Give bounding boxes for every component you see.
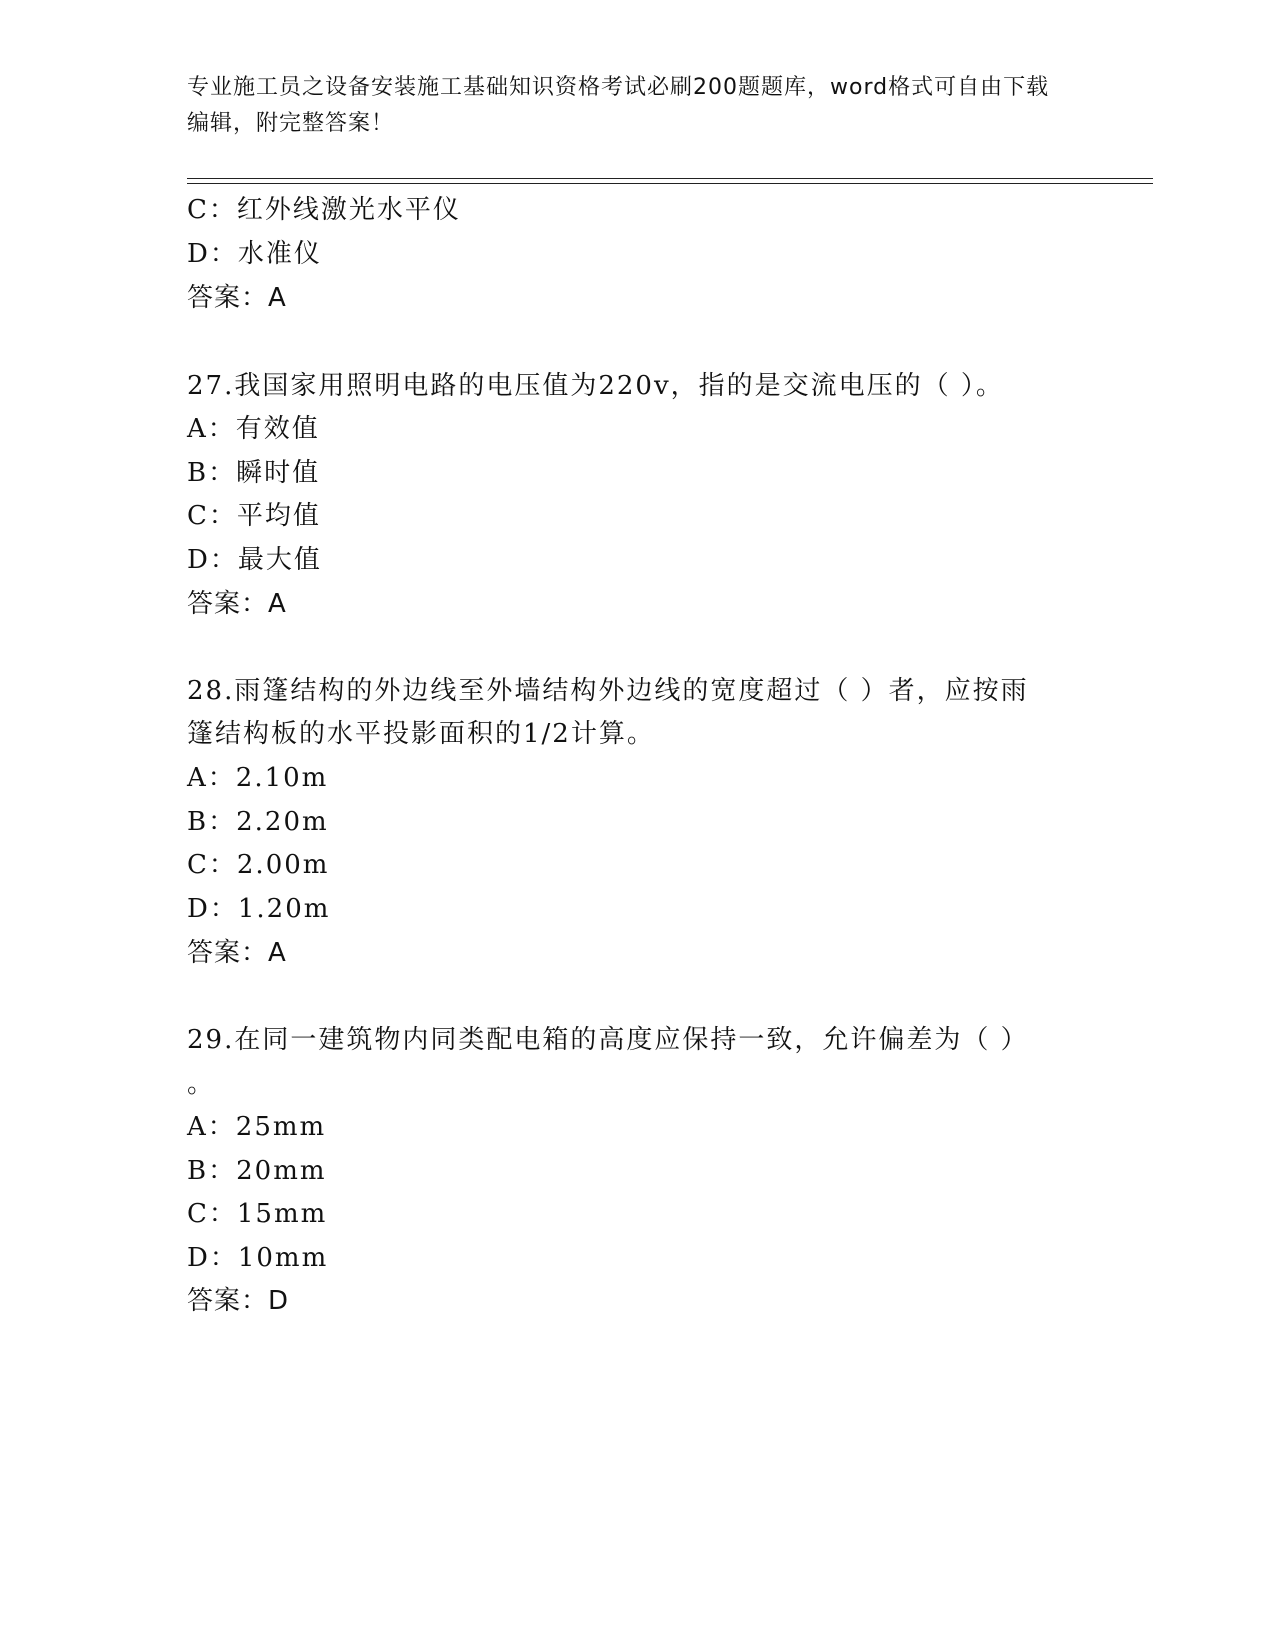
document-header: 专业施工员之设备安装施工基础知识资格考试必刷200题题库，word格式可自由下载编辑，附完整答案！ — [187, 75, 1050, 136]
question-27-option-c: C：平均值 — [187, 501, 321, 531]
question-27-answer: 答案：A — [187, 589, 287, 619]
prev-question-answer: 答案：A — [187, 283, 287, 313]
question-28-option-c: C：2.00m — [187, 850, 330, 880]
question-27-option-d: D：最大值 — [187, 545, 322, 575]
prev-question-option-d: D：水准仪 — [187, 239, 322, 269]
question-27-stem: 27.我国家用照明电路的电压值为220v，指的是交流电压的（ ）。 — [187, 371, 1004, 401]
question-27-option-b: B：瞬时值 — [187, 458, 321, 488]
question-29-option-a: A：25mm — [187, 1112, 327, 1142]
question-28-option-d: D：1.20m — [187, 894, 331, 924]
question-29-answer: 答案：D — [187, 1286, 290, 1316]
question-27-option-a: A：有效值 — [187, 414, 320, 444]
prev-question-option-c: C：红外线激光水平仪 — [187, 195, 461, 225]
header-divider-bottom — [187, 183, 1153, 184]
header-divider-top — [187, 178, 1153, 179]
question-29-stem-line1: 29.在同一建筑物内同类配电箱的高度应保持一致，允许偏差为（ ） — [187, 1025, 1029, 1055]
question-28-option-a: A：2.10m — [187, 763, 329, 793]
question-28-answer: 答案：A — [187, 938, 287, 968]
question-29-option-c: C：15mm — [187, 1199, 328, 1229]
question-28-option-b: B：2.20m — [187, 807, 329, 837]
question-29-option-b: B：20mm — [187, 1156, 327, 1186]
question-28-stem-line2: 篷结构板的水平投影面积的1/2计算。 — [187, 719, 655, 749]
question-28-stem-line1: 28.雨篷结构的外边线至外墙结构外边线的宽度超过（ ）者，应按雨 — [187, 676, 1029, 706]
question-29-option-d: D：10mm — [187, 1243, 329, 1273]
question-29-stem-line2: 。 — [187, 1069, 216, 1099]
